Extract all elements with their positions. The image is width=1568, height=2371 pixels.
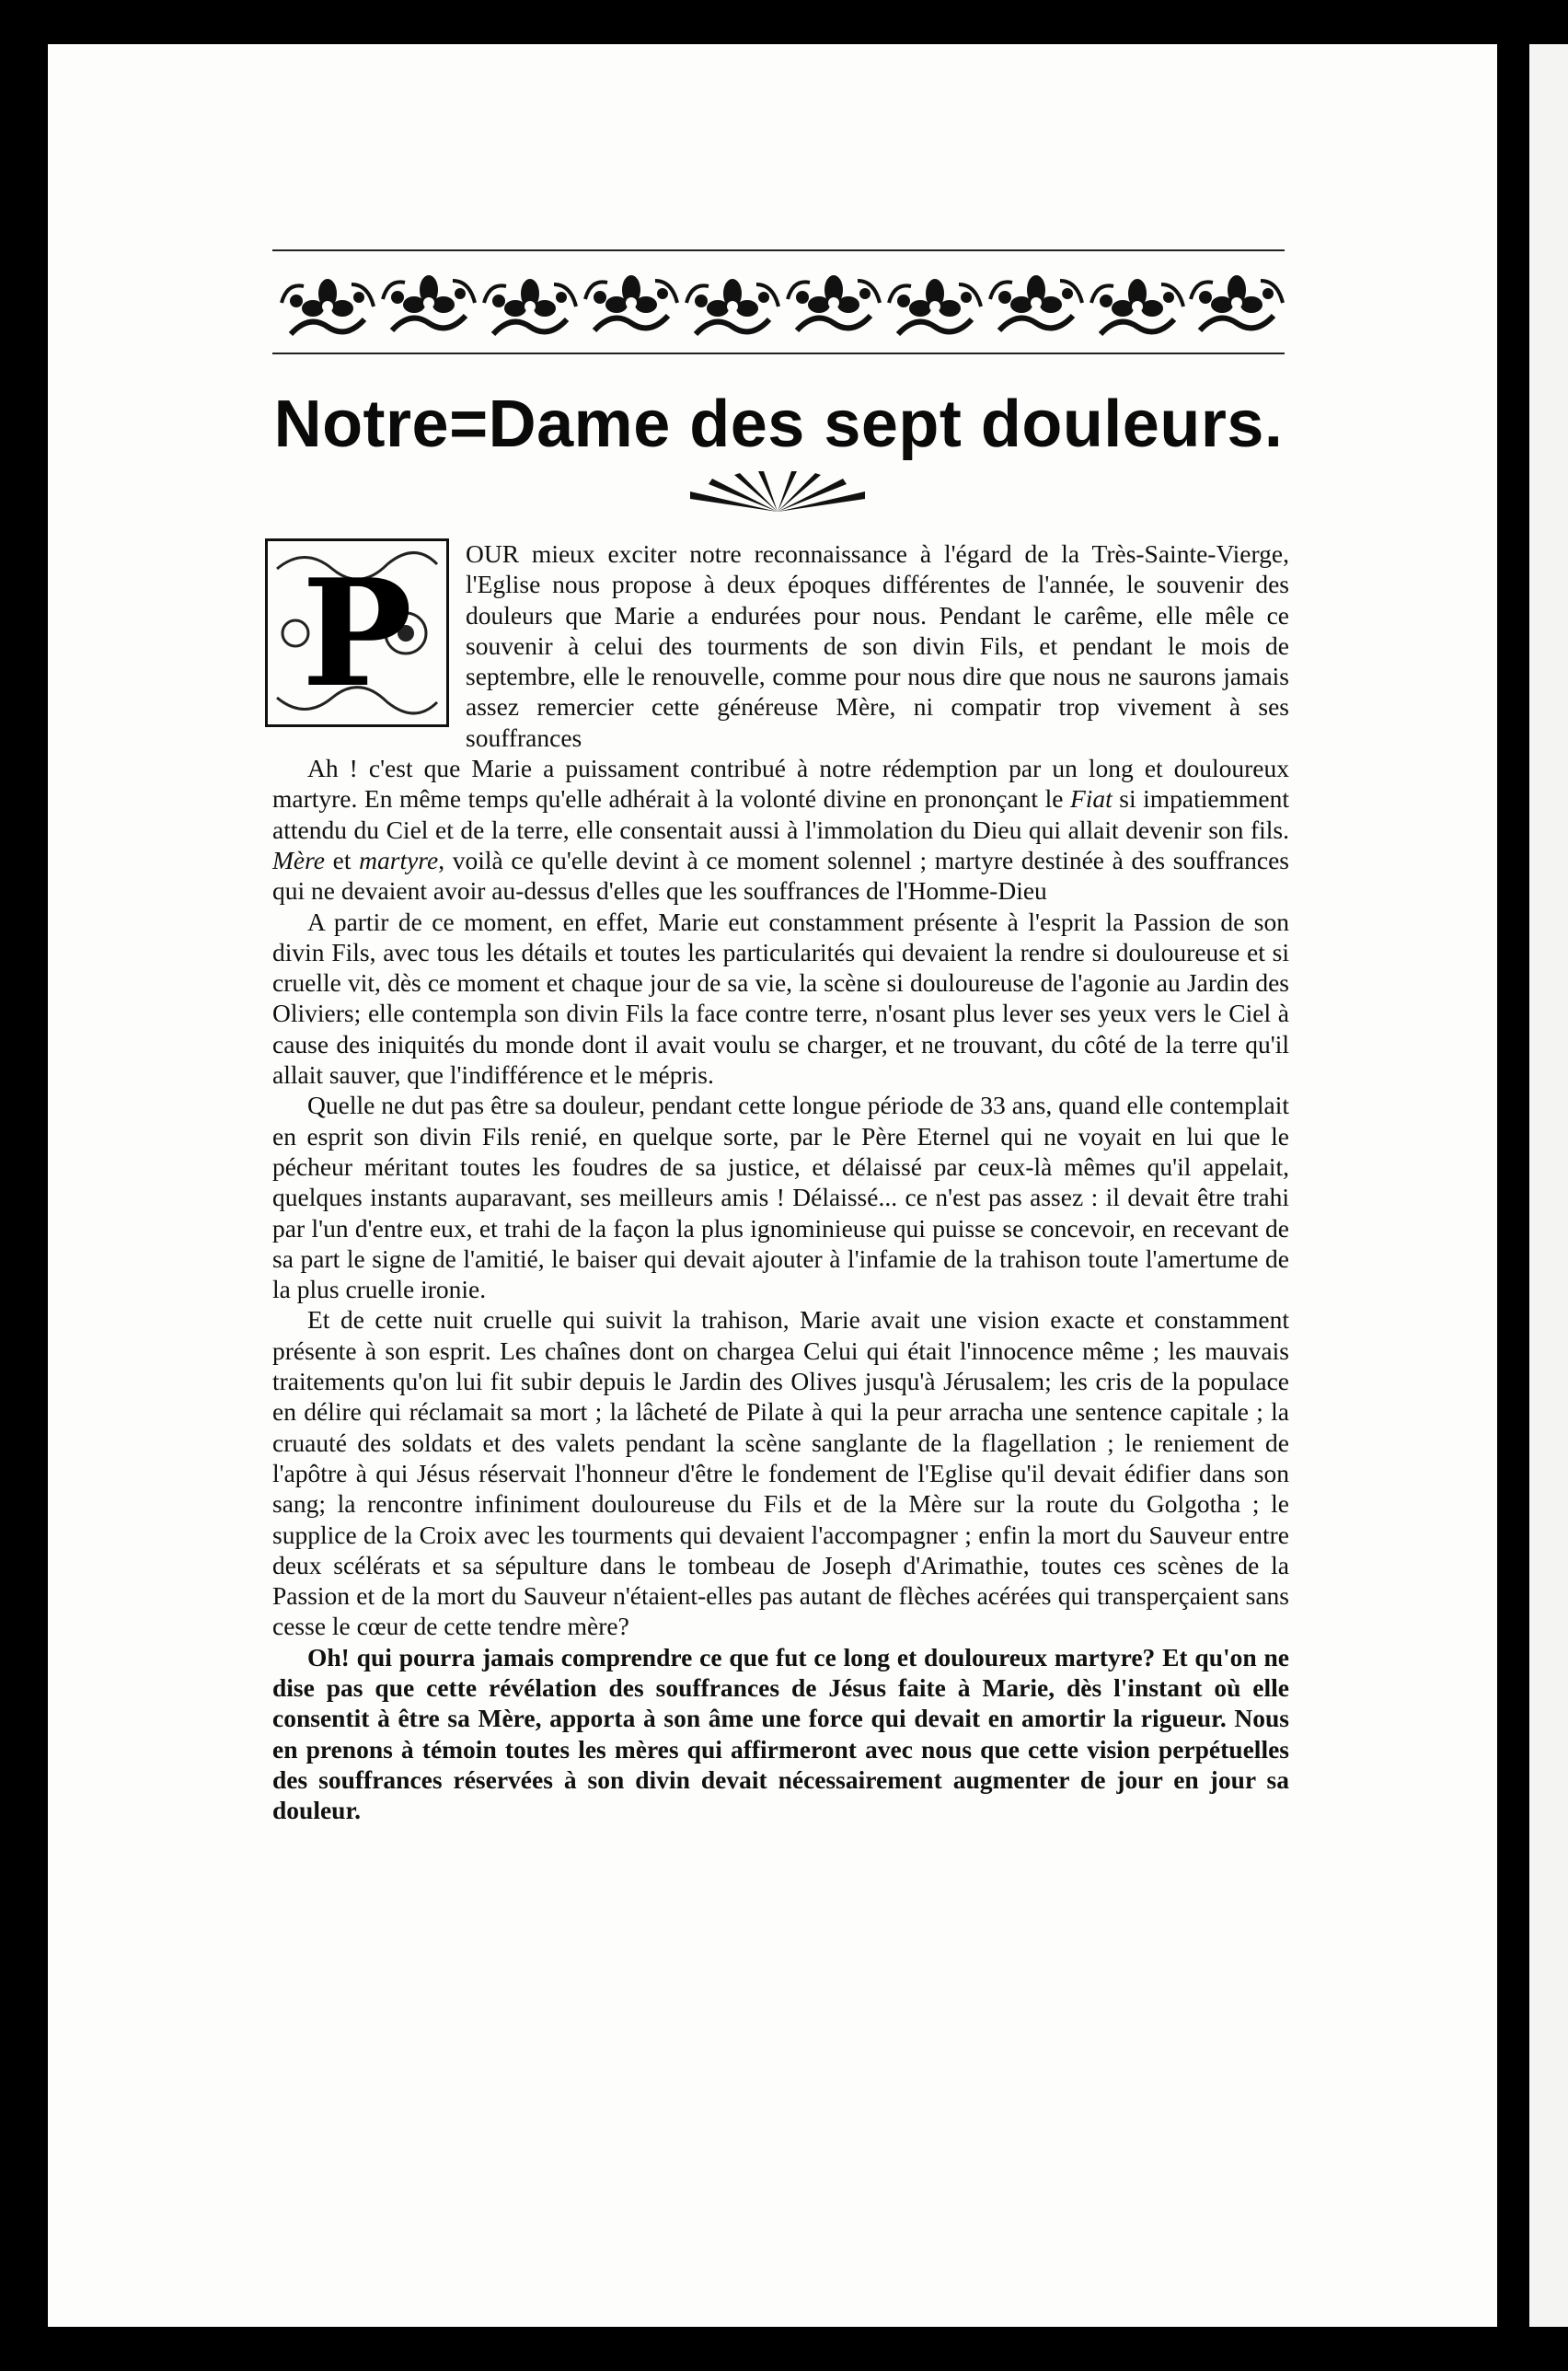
paragraph-2-text-b: si impatiemment attendu du Ciel et de la terre, elle consentait aussi à l'immolation du Dieu qui allait devenir son fils. <box>272 784 1289 844</box>
italic-mere: Mère <box>272 845 326 874</box>
paragraph-3: A partir de ce moment, en effet, Marie eut constamment présente à l'esprit la Passion de son divin Fils, avec tous les détails et toutes les particularités qui devaient la rendre si douloureuse et si cruelle vit, dès ce moment et chaque jour de sa vie, la scène si douloureuse de l'agonie au Jardin des Oliviers; elle contempla son divin Fils la face contre terre, n'osant plus lever ses yeux vers le Ciel à cause des iniquités du monde dont il avait voulu se charger, et ne trouvant, du côté de la terre qu'il allait sauver, que l'indifférence et le mépris. <box>272 907 1289 1090</box>
page-title: Notre=Dame des sept douleurs. <box>273 387 1284 461</box>
fan-ornament <box>681 471 874 517</box>
header-rule-top <box>272 249 1285 251</box>
paragraph-6: Oh! qui pourra jamais comprendre ce que fut ce long et douloureux martyre? Et qu'on ne dise pas que cette révélation des souffrances de Jésus faite à Marie, dès l'instant où elle consentit à être sa Mère, apporta à son âme une force qui devait en amortir la rigueur. Nous en prenons à témoin toutes les mères qui affirmeront avec nous que cette vision perpétuelles des souffrances réservées à son divin devait nécessairement augmenter de jour en jour sa douleur. <box>272 1642 1289 1825</box>
paragraph-5: Et de cette nuit cruelle qui suivit la trahison, Marie avait une vision exacte et constamment présente à son esprit. Les chaînes dont on chargea Celui qui était l'innocence même ; les mauvais traitements qu'on lui fit subir depuis le Jardin des Olives jusqu'à Jérusalem; les cris de la populace en délire qui réclamait sa mort ; la lâcheté de Pilate à qui la peur arracha une sentence capitale ; la cruauté des soldats et des valets pendant la scène sanglante de la flagellation ; le reniement de l'apôtre à qui Jésus réservait l'honneur d'être le fondement de l'Eglise qu'il devait édifier dans son sang; la rencontre infiniment douloureuse du Fils et de la Mère sur la route du Golgotha ; le supplice de la Croix avec les tourments qui devaient l'accompagner ; enfin la mort du Sauveur entre deux scélérats et sa sépulture dans le tombeau de Joseph d'Arimathie, toutes ces scènes de la Passion et de la mort du Sauveur n'étaient-elles pas autant de flèches acérées qui transperçaient sans cesse le cœur de cette tendre mère? <box>272 1305 1289 1641</box>
article-body <box>272 538 1289 1825</box>
header-rule-bottom <box>272 353 1285 354</box>
paragraph-1 <box>272 538 1289 753</box>
italic-martyre: martyre <box>359 845 439 874</box>
paragraph-2-text-d: , voilà ce qu'elle devint à ce moment solennel ; martyre destinée à des souffrances qui ne devaient avoir au-dessus d'elles que les souffrances de l'Homme-Dieu <box>272 845 1289 906</box>
paragraph-4: Quelle ne dut pas être sa douleur, pendant cette longue période de 33 ans, quand elle contemplait en esprit son divin Fils renié, en quelque sorte, par le Père Eternel qui ne voyait en lui que le pécheur méritant toutes les foudres de sa justice, et délaissé par ceux-là mêmes qu'il appelait, quelques instants auparavant, ses meilleurs amis ! Délaissé... ce n'est pas assez : il devait être trahi par l'un d'entre eux, et trahi de la façon la plus ignominieuse qui puisse se concevoir, en recevant de sa part le signe de l'amitié, le baiser qui devait ajouter à l'infamie de la trahison toute l'amertume de la plus cruelle ironie. <box>272 1091 1289 1304</box>
drop-cap-letter: P <box>301 546 413 720</box>
paragraph-2 <box>272 753 1289 906</box>
paragraph-1-text: OUR mieux exciter notre reconnaissance à l'égard de la Très-Sainte-Vierge, l'Eglise nous propose à deux époques différentes de l'année, le souvenir des douleurs que Marie a endurées pour nous. Pendant le carême, elle mêle ce souvenir à celui des tourments de son divin Fils, et pendant le mois de septembre, elle le renouvelle, comme pour nous dire que nous ne saurons jamais assez remercier cette généreuse Mère, ni compatir trop vivement à ses souffrances <box>466 539 1289 752</box>
italic-fiat: Fiat <box>1069 784 1113 814</box>
floral-ornament-band <box>272 260 1285 347</box>
facing-page-edge <box>1529 44 1568 2327</box>
paragraph-2-text-a: Ah ! c'est que Marie a puissament contribué à notre rédemption par un long et douloureux martyre. En même temps qu'elle adhérait à la volonté divine en prononçant le <box>272 754 1289 814</box>
paragraph-2-text-c: et <box>325 845 360 874</box>
drop-cap-spacer <box>272 538 466 743</box>
